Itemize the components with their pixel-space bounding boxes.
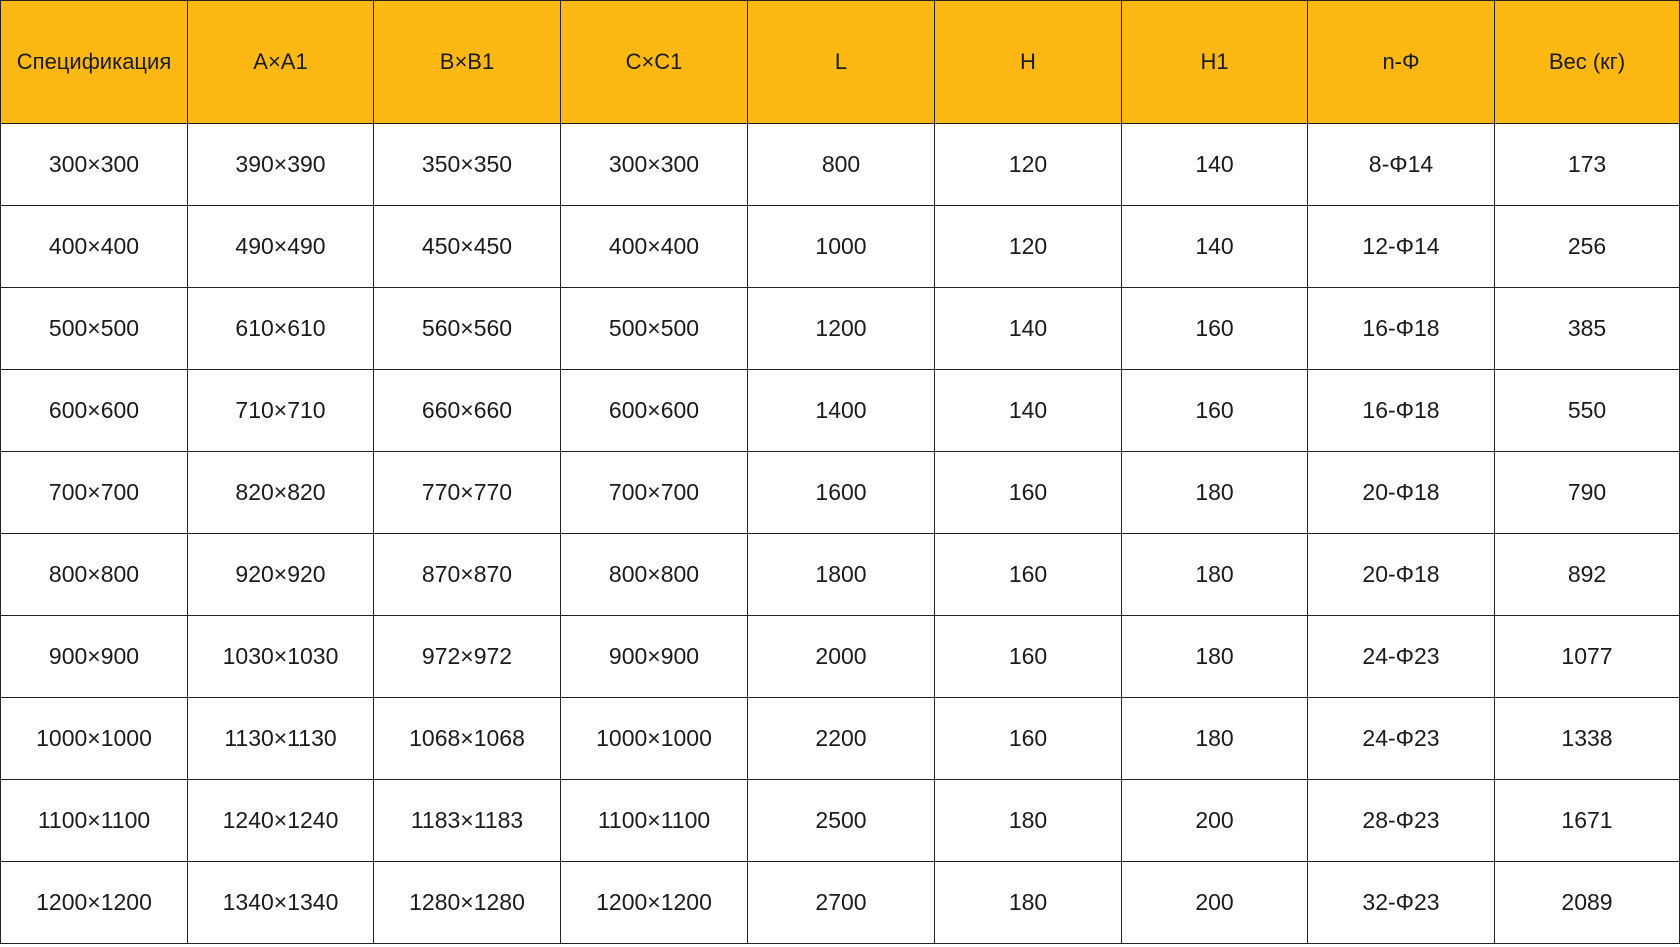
table-cell-weight: 173 (1495, 124, 1680, 206)
table-cell-h1: 180 (1122, 698, 1308, 780)
table-cell-a-a1: 1340×1340 (188, 862, 374, 944)
table-cell-b-b1: 560×560 (374, 288, 561, 370)
table-cell-h1: 160 (1122, 288, 1308, 370)
table-cell-b-b1: 972×972 (374, 616, 561, 698)
header-cell-l: L (748, 1, 935, 124)
table-cell-specification: 1100×1100 (1, 780, 188, 862)
table-cell-h1: 160 (1122, 370, 1308, 452)
table-cell-weight: 2089 (1495, 862, 1680, 944)
table-cell-weight: 892 (1495, 534, 1680, 616)
table-cell-n-phi: 24-Φ23 (1308, 698, 1495, 780)
table-cell-n-phi: 8-Φ14 (1308, 124, 1495, 206)
table-cell-h: 160 (935, 534, 1122, 616)
table-row (1, 862, 1680, 944)
table-cell-l: 2200 (748, 698, 935, 780)
table-cell-h: 160 (935, 616, 1122, 698)
table-row (1, 124, 1680, 206)
table-cell-n-phi: 24-Φ23 (1308, 616, 1495, 698)
table-cell-h1: 180 (1122, 534, 1308, 616)
table-cell-h1: 200 (1122, 862, 1308, 944)
table-cell-n-phi: 20-Φ18 (1308, 452, 1495, 534)
table-cell-specification: 1200×1200 (1, 862, 188, 944)
table-cell-l: 800 (748, 124, 935, 206)
table-cell-l: 2700 (748, 862, 935, 944)
table-cell-n-phi: 20-Φ18 (1308, 534, 1495, 616)
table-cell-specification: 800×800 (1, 534, 188, 616)
table-cell-specification: 300×300 (1, 124, 188, 206)
table-cell-c-c1: 400×400 (561, 206, 748, 288)
table-cell-h: 160 (935, 698, 1122, 780)
header-cell-n-phi: n-Φ (1308, 1, 1495, 124)
table-cell-weight: 385 (1495, 288, 1680, 370)
table-cell-weight: 1671 (1495, 780, 1680, 862)
table-cell-a-a1: 610×610 (188, 288, 374, 370)
table-cell-h: 140 (935, 370, 1122, 452)
table-row (1, 780, 1680, 862)
table-row (1, 698, 1680, 780)
header-cell-b-b1: B×B1 (374, 1, 561, 124)
table-cell-c-c1: 600×600 (561, 370, 748, 452)
table-cell-h1: 180 (1122, 452, 1308, 534)
header-cell-a-a1: A×A1 (188, 1, 374, 124)
table-row (1, 370, 1680, 452)
table-cell-l: 1400 (748, 370, 935, 452)
table-cell-c-c1: 1000×1000 (561, 698, 748, 780)
table-cell-specification: 400×400 (1, 206, 188, 288)
table-cell-h: 140 (935, 288, 1122, 370)
table-cell-n-phi: 12-Φ14 (1308, 206, 1495, 288)
table-cell-l: 1000 (748, 206, 935, 288)
table-cell-l: 1600 (748, 452, 935, 534)
table-cell-l: 1800 (748, 534, 935, 616)
table-cell-l: 1200 (748, 288, 935, 370)
table-cell-b-b1: 350×350 (374, 124, 561, 206)
table-row (1, 534, 1680, 616)
table-cell-h: 180 (935, 780, 1122, 862)
table-cell-c-c1: 300×300 (561, 124, 748, 206)
table-row (1, 288, 1680, 370)
table-cell-h: 120 (935, 124, 1122, 206)
table-body (1, 124, 1680, 944)
table-cell-c-c1: 1200×1200 (561, 862, 748, 944)
table-cell-specification: 900×900 (1, 616, 188, 698)
table-cell-weight: 1338 (1495, 698, 1680, 780)
table-cell-b-b1: 450×450 (374, 206, 561, 288)
table-cell-h: 120 (935, 206, 1122, 288)
table-cell-c-c1: 700×700 (561, 452, 748, 534)
table-row (1, 616, 1680, 698)
table-cell-l: 2500 (748, 780, 935, 862)
table-cell-weight: 1077 (1495, 616, 1680, 698)
table-cell-weight: 790 (1495, 452, 1680, 534)
table-cell-b-b1: 660×660 (374, 370, 561, 452)
table-cell-a-a1: 820×820 (188, 452, 374, 534)
table-cell-n-phi: 16-Φ18 (1308, 288, 1495, 370)
table-cell-b-b1: 1068×1068 (374, 698, 561, 780)
table-cell-n-phi: 32-Φ23 (1308, 862, 1495, 944)
table-cell-b-b1: 770×770 (374, 452, 561, 534)
table-cell-specification: 500×500 (1, 288, 188, 370)
table-cell-a-a1: 1240×1240 (188, 780, 374, 862)
table-cell-a-a1: 1030×1030 (188, 616, 374, 698)
table-cell-b-b1: 1280×1280 (374, 862, 561, 944)
table-cell-a-a1: 920×920 (188, 534, 374, 616)
table-cell-b-b1: 1183×1183 (374, 780, 561, 862)
table-cell-h1: 200 (1122, 780, 1308, 862)
header-cell-c-c1: C×C1 (561, 1, 748, 124)
table-row (1, 452, 1680, 534)
table-cell-c-c1: 1100×1100 (561, 780, 748, 862)
table-header (1, 1, 1680, 124)
table-cell-h: 160 (935, 452, 1122, 534)
table-cell-a-a1: 710×710 (188, 370, 374, 452)
header-row (1, 1, 1680, 124)
table-cell-specification: 1000×1000 (1, 698, 188, 780)
header-cell-h1: H1 (1122, 1, 1308, 124)
table-cell-b-b1: 870×870 (374, 534, 561, 616)
table-cell-l: 2000 (748, 616, 935, 698)
table-cell-a-a1: 390×390 (188, 124, 374, 206)
table-cell-h: 180 (935, 862, 1122, 944)
table-cell-weight: 550 (1495, 370, 1680, 452)
table-cell-h1: 140 (1122, 206, 1308, 288)
table-cell-c-c1: 900×900 (561, 616, 748, 698)
table-cell-n-phi: 28-Φ23 (1308, 780, 1495, 862)
header-cell-specification: Спецификация (1, 1, 188, 124)
table-cell-specification: 700×700 (1, 452, 188, 534)
header-cell-weight: Вес (кг) (1495, 1, 1680, 124)
table-cell-h1: 180 (1122, 616, 1308, 698)
table-cell-c-c1: 500×500 (561, 288, 748, 370)
table-cell-specification: 600×600 (1, 370, 188, 452)
table-cell-h1: 140 (1122, 124, 1308, 206)
table-cell-a-a1: 490×490 (188, 206, 374, 288)
table-cell-n-phi: 16-Φ18 (1308, 370, 1495, 452)
table-row (1, 206, 1680, 288)
header-cell-h: H (935, 1, 1122, 124)
table-cell-a-a1: 1130×1130 (188, 698, 374, 780)
table-cell-c-c1: 800×800 (561, 534, 748, 616)
table-cell-weight: 256 (1495, 206, 1680, 288)
